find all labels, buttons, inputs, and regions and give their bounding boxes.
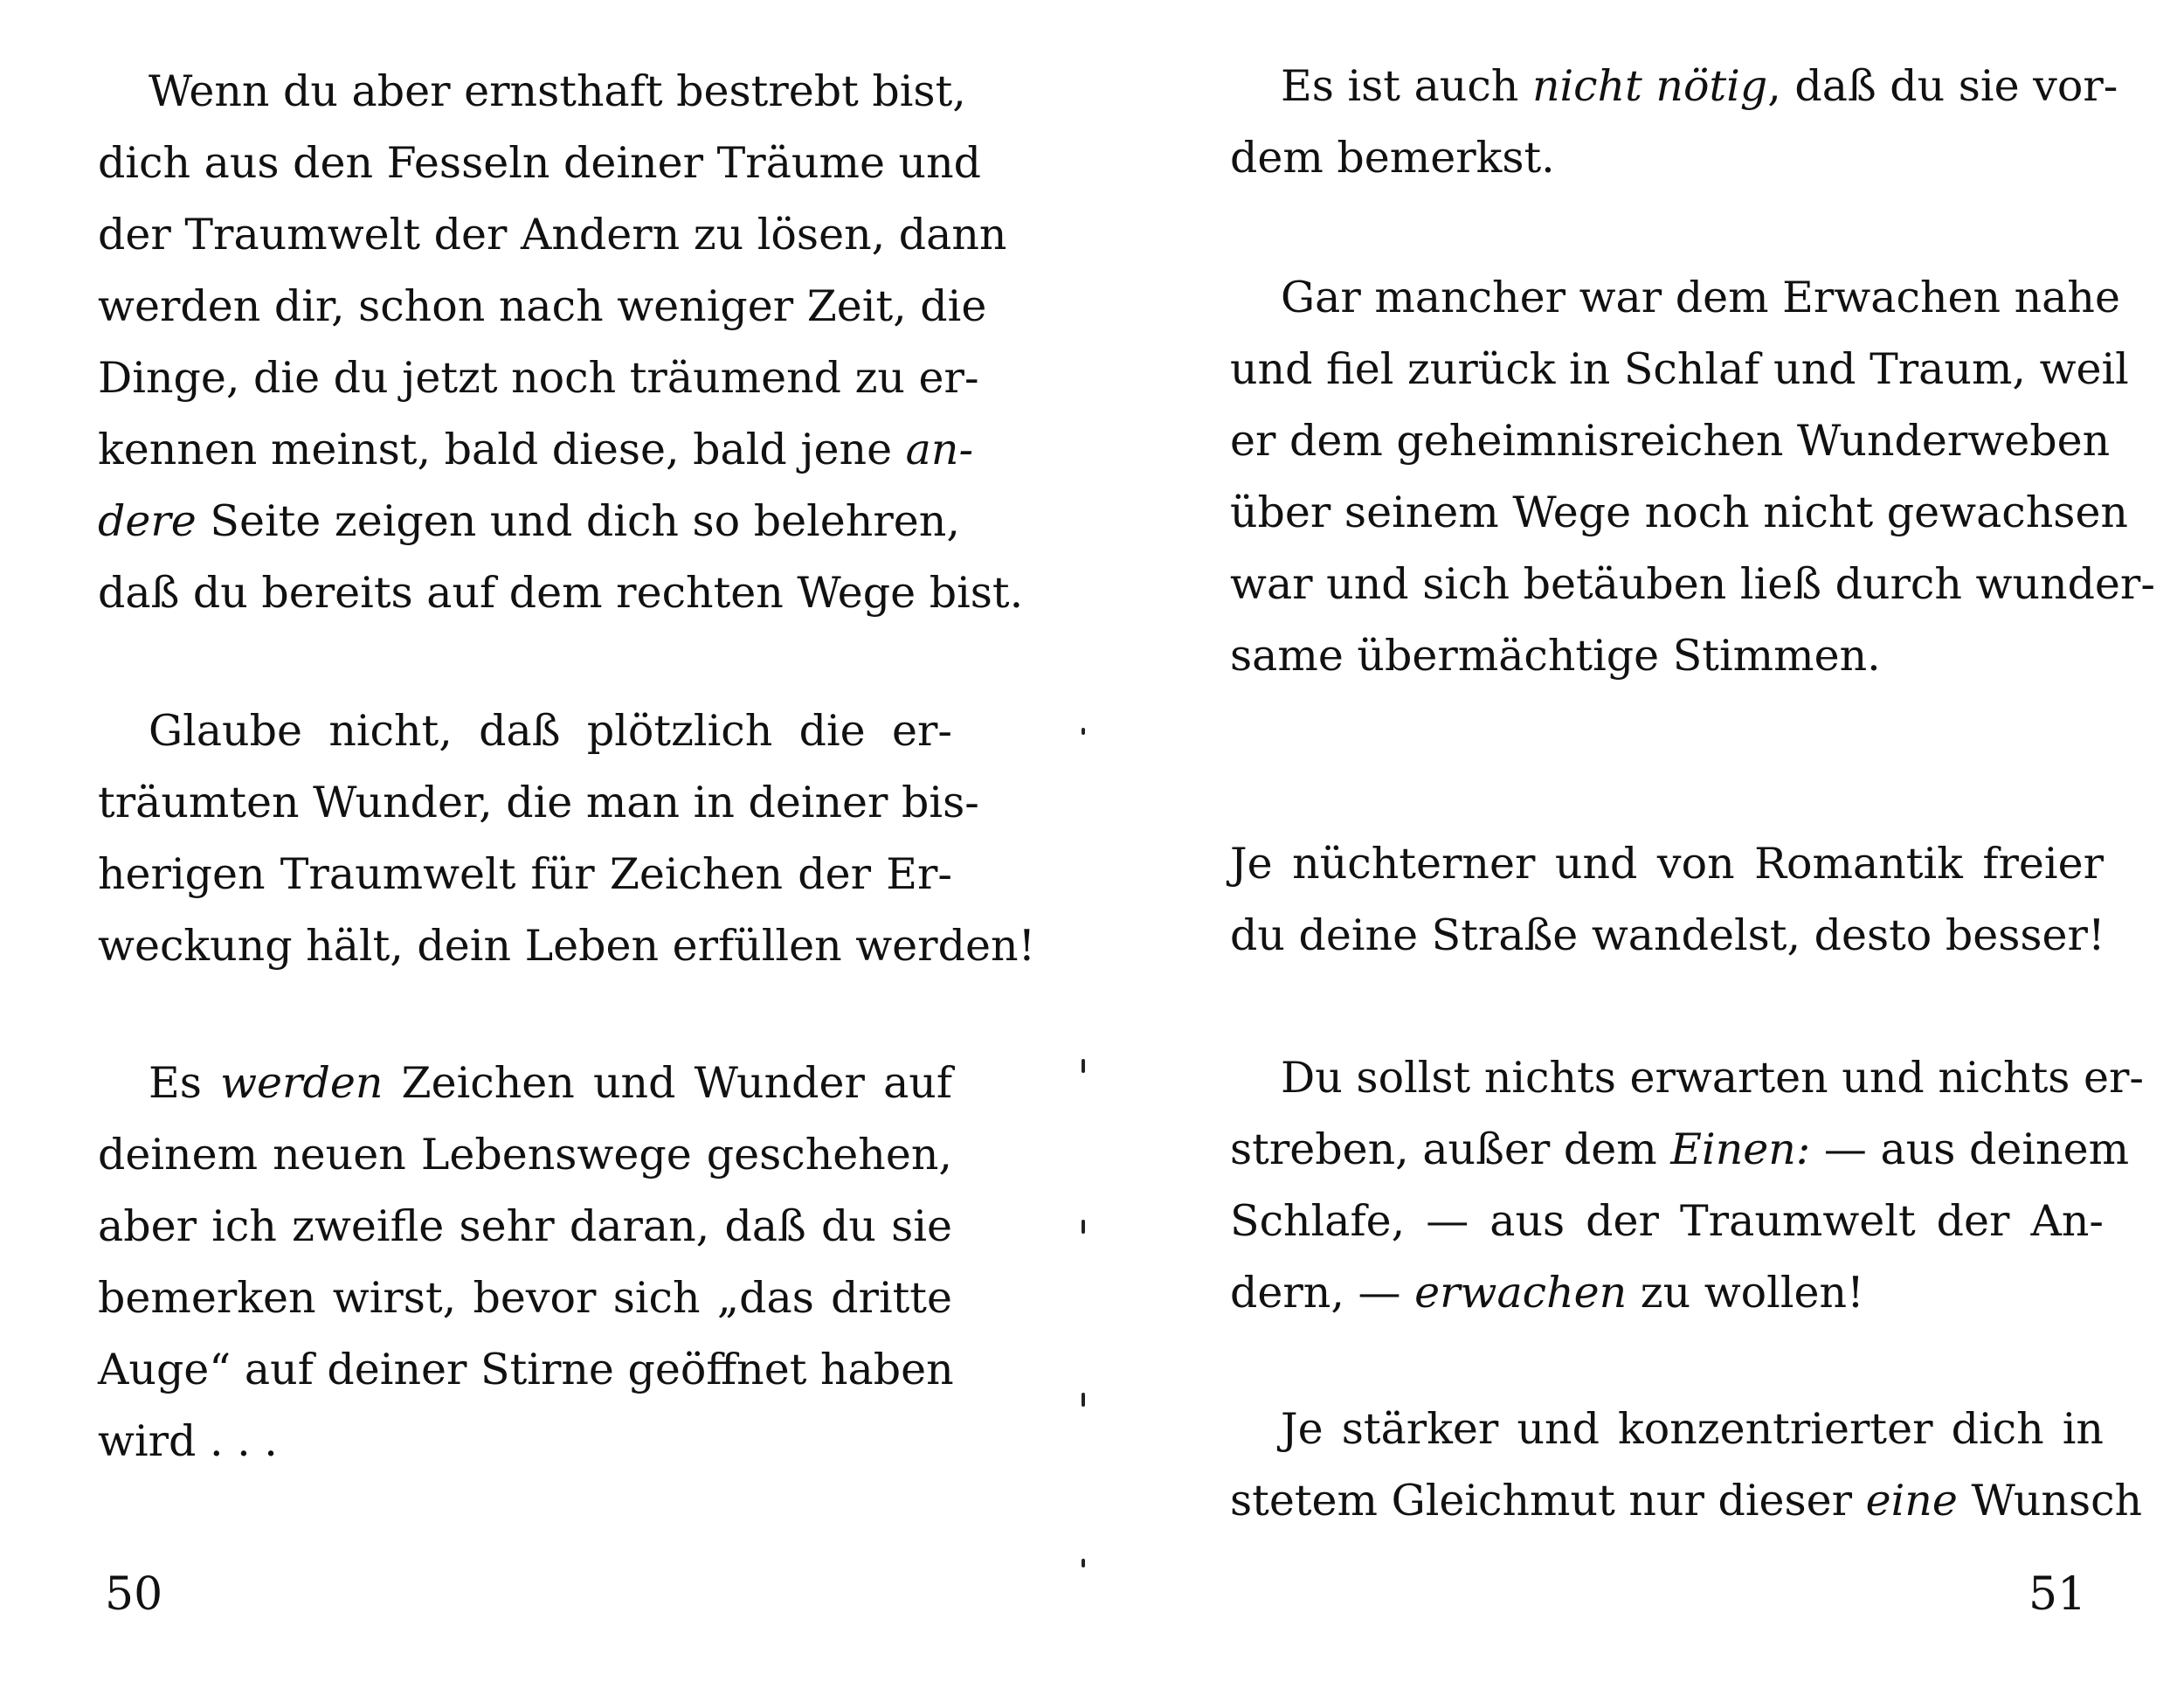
text-line: und fiel zurück in Schlaf und Traum, weil: [1230, 344, 2129, 394]
page-number: 50: [105, 1568, 163, 1621]
text-line: same übermächtige Stimmen.: [1230, 631, 1881, 681]
text-segment: Es ist auch: [1281, 61, 1532, 111]
text-line: [1230, 1465, 2143, 1537]
italic-text: werden: [220, 1058, 384, 1108]
gutter-mark: [1082, 728, 1085, 735]
gutter-mark: [1082, 1059, 1085, 1073]
text-segment: , daß du sie vor-: [1767, 61, 2118, 111]
text-line: herigen Traumwelt für Zeichen der Er-: [98, 849, 952, 899]
text-line: Gar mancher war dem Erwachen nahe: [1281, 273, 2120, 322]
text-line: über seinem Wege noch nicht gewachsen: [1230, 488, 2128, 537]
left-paragraph-3: [98, 1048, 952, 1477]
left-page: [0, 0, 1075, 1695]
left-paragraph-1: [98, 56, 1024, 629]
italic-text: an-: [905, 425, 973, 474]
text-line: Je nüchterner und von Romantik freier: [1230, 839, 2104, 889]
text-line: aber ich zweifle sehr daran, daß du sie: [98, 1201, 952, 1251]
text-line: deinem neuen Lebenswege geschehen,: [98, 1130, 952, 1180]
italic-text: dere: [98, 496, 197, 546]
text-line: Glaube nicht, daß plötzlich die er-: [149, 706, 952, 756]
right-paragraph-1: [1230, 51, 2118, 194]
page-number: 51: [2028, 1568, 2087, 1621]
text-segment: Wunsch: [1957, 1476, 2143, 1526]
text-segment: stetem Gleichmut nur dieser: [1230, 1476, 1866, 1526]
italic-text: nicht nötig: [1531, 61, 1768, 111]
text-line: Auge“ auf deiner Stirne geöffnet haben: [98, 1345, 954, 1394]
text-line: [98, 486, 960, 557]
right-paragraph-4: [1230, 1042, 2144, 1329]
text-segment: — aus deinem: [1810, 1124, 2130, 1174]
right-paragraph-3: [1230, 828, 2104, 972]
text-line: werden dir, schon nach weniger Zeit, die: [98, 281, 987, 331]
text-line: war und sich betäuben ließ durch wunder-: [1230, 559, 2155, 609]
text-line: Wenn du aber ernsthaft bestrebt bist,: [149, 66, 966, 116]
gutter-mark: [1082, 1393, 1085, 1407]
text-line: Je stärker und konzentrierter dich in: [1281, 1404, 2104, 1454]
italic-text: Einen:: [1670, 1124, 1811, 1174]
text-segment: Zeichen und Wunder auf: [383, 1058, 953, 1108]
text-line: [1230, 51, 2118, 122]
text-line: wird . . .: [98, 1416, 278, 1466]
text-line: Du sollst nichts erwarten und nichts er-: [1281, 1053, 2144, 1103]
text-line: [98, 1048, 952, 1119]
right-paragraph-5: [1230, 1394, 2143, 1537]
right-paragraph-2: [1230, 262, 2155, 692]
text-line: träumten Wunder, die man in deiner bis-: [98, 778, 979, 827]
text-line: Dinge, die du jetzt noch träumend zu er-: [98, 353, 979, 403]
text-segment: Seite zeigen und dich so belehren,: [196, 496, 960, 546]
right-page: [1109, 0, 2184, 1695]
text-line: [1230, 1257, 2104, 1329]
text-line: du deine Straße wandelst, desto besser!: [1230, 910, 2105, 960]
text-segment: kennen meinst, bald diese, bald jene: [98, 425, 906, 474]
text-line: der Traumwelt der Andern zu lösen, dann: [98, 210, 1007, 259]
text-line: dich aus den Fesseln deiner Träume und: [98, 138, 982, 188]
italic-text: erwachen: [1414, 1268, 1628, 1318]
italic-text: eine: [1865, 1476, 1958, 1526]
left-paragraph-2: [98, 695, 1036, 982]
text-segment: streben, außer dem: [1230, 1124, 1671, 1174]
text-line: [98, 414, 973, 486]
gutter-mark: [1082, 1220, 1085, 1234]
text-line: daß du bereits auf dem rechten Wege bist.: [98, 568, 1024, 618]
text-line: weckung hält, dein Leben erfüllen werden!: [98, 921, 1036, 971]
text-line: er dem geheimnisreichen Wunderweben: [1230, 416, 2111, 466]
text-line: bemerken wirst, bevor sich „das dritte: [98, 1273, 952, 1323]
text-line: dem bemerkst.: [1230, 133, 1555, 183]
text-segment: zu wollen!: [1627, 1268, 1864, 1318]
text-segment: dern, —: [1230, 1268, 1415, 1318]
text-segment: Es: [149, 1058, 221, 1108]
gutter-mark: [1082, 1559, 1085, 1567]
text-line: [1230, 1114, 2130, 1186]
text-line: Schlafe, — aus der Traumwelt der An-: [1230, 1196, 2104, 1246]
